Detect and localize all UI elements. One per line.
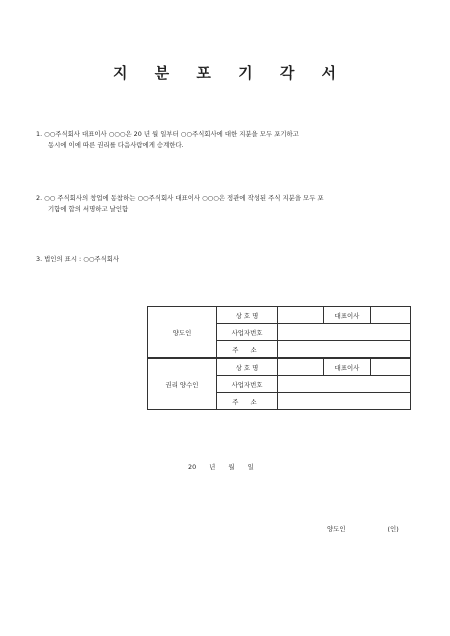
transferor-company-label: 상 호 명	[217, 307, 278, 324]
transferor-company-row	[148, 307, 411, 324]
transferor-bizno-label: 사업자번호	[217, 324, 278, 341]
clause-3-line-1: 3. 법인의 표시 : ○○주식회사	[36, 255, 120, 263]
clause-1-line-2: 동시에 이에 따른 권리를 다음사람에게 승계한다.	[48, 141, 184, 149]
clause-2	[36, 193, 420, 215]
transferee-address-value[interactable]	[278, 393, 411, 410]
signature-line	[327, 524, 399, 533]
date-line: 20 년 월 일	[188, 463, 254, 471]
transferor-ceo-value[interactable]	[371, 307, 411, 324]
transferee-address-label: 주 소	[217, 393, 278, 410]
transferor-ceo-label: 대표이사	[324, 307, 371, 324]
transferee-ceo-label: 대표이사	[324, 358, 371, 376]
transferee-bizno-label: 사업자번호	[217, 376, 278, 393]
transferor-address-value[interactable]	[278, 341, 411, 359]
clause-3	[36, 254, 420, 265]
transferee-company-label: 상 호 명	[217, 358, 278, 376]
seal-mark: (인)	[387, 525, 399, 533]
transferor-address-label: 주 소	[217, 341, 278, 359]
clause-1-line-1: 1. ○○주식회사 대표이사 ○○○은 20 년 월 일부터 ○○주식회사에 대한 지분을 모두 포기하고	[36, 130, 299, 138]
transferee-company-value[interactable]	[278, 358, 324, 376]
transferee-company-row	[148, 358, 411, 376]
transferor-bizno-value[interactable]	[278, 324, 411, 341]
transferee-role-label: 권리 양수인	[148, 358, 217, 410]
transferor-role-label: 양도인	[148, 307, 217, 359]
party-info-table	[147, 306, 411, 410]
transferee-ceo-value[interactable]	[371, 358, 411, 376]
clause-2-line-2: 기함에 합의 서명하고 날인함	[48, 205, 129, 213]
transferor-company-value[interactable]	[278, 307, 324, 324]
clause-1	[36, 129, 420, 151]
signature-label: 양도인	[327, 525, 346, 533]
transferee-bizno-value[interactable]	[278, 376, 411, 393]
document-title: 지 분 포 기 각 서	[112, 64, 348, 82]
clause-2-line-1: 2. ○○ 주식회사의 창업에 동참하는 ○○주식회사 대표이사 ○○○은 정관에 작성된 주식 지분을 모두 포	[36, 194, 324, 202]
